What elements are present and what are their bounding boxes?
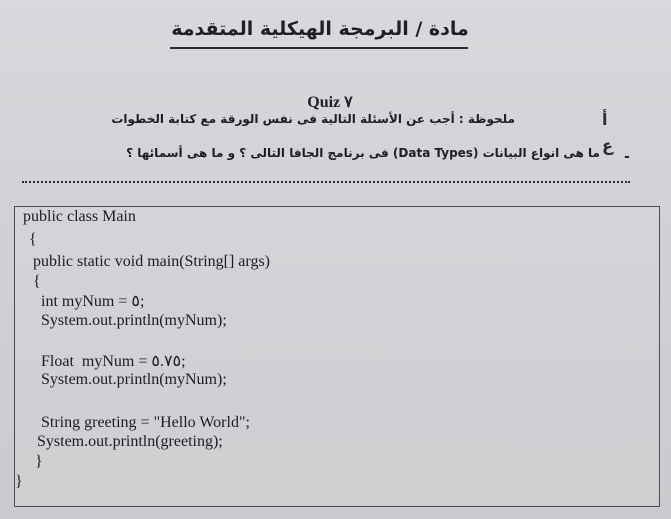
dotted-separator [22, 181, 630, 183]
title-underline [170, 47, 468, 49]
question-text: ما هى انواع البيانات (Data Types) فى برنامج الجافا التالى ؟ و ما هى أسمائها ؟ [126, 146, 600, 160]
code-line-11: String greeting = "Hello World"; [41, 414, 250, 431]
question-marker-1: أ [602, 110, 608, 129]
code-line-12: System.out.println(greeting); [37, 433, 223, 450]
code-line-13: } [35, 453, 43, 470]
code-line-9: System.out.println(myNum); [41, 371, 227, 388]
code-line-2: { [29, 231, 37, 248]
code-line-6: System.out.println(myNum); [41, 312, 227, 329]
code-line-8: Float myNum = ٥.٧٥; [41, 353, 186, 370]
code-line-3: public static void main(String[] args) [33, 253, 270, 270]
code-line-5: int myNum = ٥; [41, 293, 145, 310]
question-dash: - [624, 149, 630, 165]
instructions-note: ملحوظة : أجب عن الأسئلة التالية فى نفس الورقة مع كتابة الخطوات [111, 112, 515, 126]
code-line-1: public class Main [23, 208, 136, 225]
code-frame [14, 206, 660, 507]
quiz-title: Quiz ٧ [307, 94, 353, 111]
code-line-4: { [33, 273, 41, 290]
question-marker-2: ع [602, 136, 613, 155]
course-title: مادة / البرمجة الهيكلية المتقدمة [171, 18, 469, 40]
code-line-14: } [15, 473, 23, 490]
